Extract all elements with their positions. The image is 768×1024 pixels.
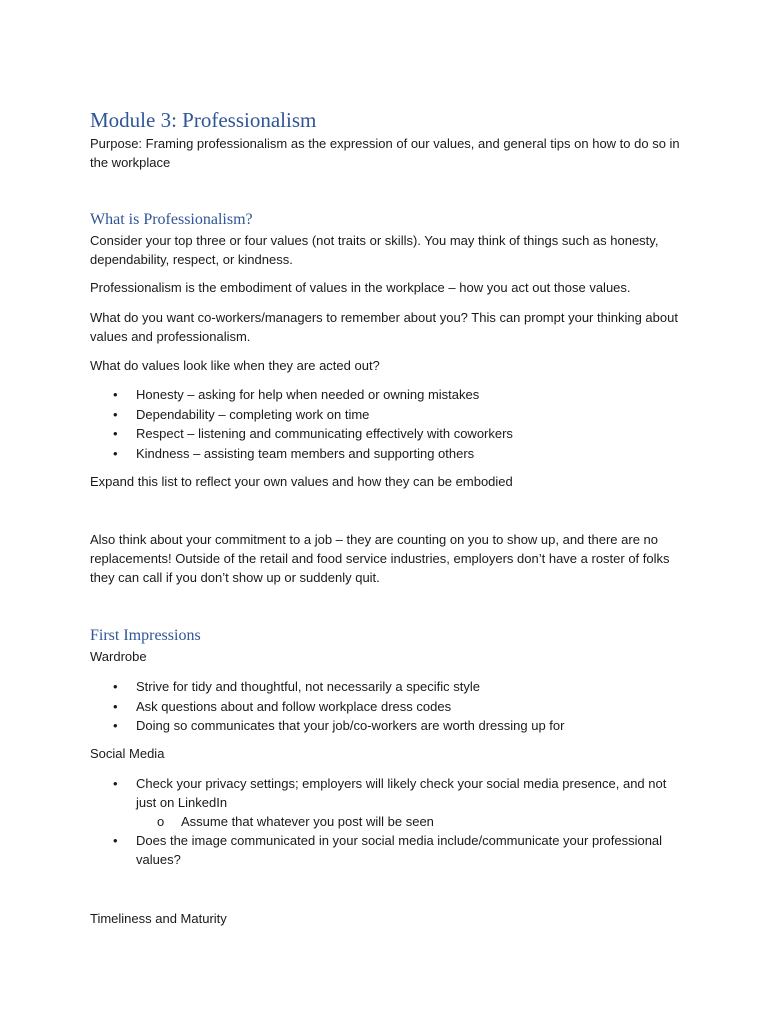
sub-list-item: o Assume that whatever you post will be seen <box>157 814 434 829</box>
wardrobe-label: Wardrobe <box>90 649 147 664</box>
bullet-icon: • <box>113 426 118 441</box>
social-media-bullet-list <box>90 774 680 869</box>
list-item: • Strive for tidy and thoughtful, not necessarily a specific style <box>90 677 680 697</box>
first-impressions-heading: First Impressions <box>90 627 201 644</box>
list-item: • Honesty – asking for help when needed or owning mistakes <box>90 385 680 405</box>
bullet-icon: • <box>113 776 118 791</box>
what-is-p4: What do values look like when they are acted out? <box>90 358 380 373</box>
bullet-icon: • <box>113 833 118 848</box>
bullet-icon: • <box>113 387 118 402</box>
bullet-icon: • <box>113 679 118 694</box>
list-item: • Ask questions about and follow workplace dress codes <box>90 697 680 717</box>
what-is-p1: Consider your top three or four values (not traits or skills). You may think of things such as honesty, dependability, respect, or kindness. <box>90 233 659 267</box>
sub-bullet-icon: o <box>157 814 165 829</box>
what-is-heading: What is Professionalism? <box>90 211 253 228</box>
module-title: Module 3: Professionalism <box>90 108 317 132</box>
wardrobe-bullet-list <box>90 677 680 736</box>
list-item: • Kindness – assisting team members and supporting others <box>90 444 680 464</box>
list-item: • Check your privacy settings; employers will likely check your social media presence, and not just on LinkedIn <box>113 776 667 810</box>
purpose-text: Purpose: Framing professionalism as the expression of our values, and general tips on how to do so in the workplace <box>90 136 680 170</box>
values-bullet-list <box>90 385 680 463</box>
what-is-p2: Professionalism is the embodiment of values in the workplace – how you act out those values. <box>90 280 631 295</box>
what-is-p5: Expand this list to reflect your own values and how they can be embodied <box>90 474 513 489</box>
social-media-label: Social Media <box>90 746 165 761</box>
list-item: • Doing so communicates that your job/co-workers are worth dressing up for <box>90 716 680 736</box>
list-item: • Dependability – completing work on time <box>90 405 680 425</box>
bullet-icon: • <box>113 718 118 733</box>
what-is-p3: What do you want co-workers/managers to remember about you? This can prompt your thinking about values and professionalism. <box>90 310 678 344</box>
what-is-p6: Also think about your commitment to a job – they are counting on you to show up, and there are no replacements! Outside of the retail and food service industries, employers don’t have a roster of folks they can call if you don’t show up or suddenly quit. <box>90 532 670 585</box>
bullet-icon: • <box>113 445 118 461</box>
list-item: • Does the image communicated in your social media include/communicate your professional values? <box>113 833 663 867</box>
bullet-icon: • <box>113 698 118 714</box>
timeliness-label: Timeliness and Maturity <box>90 911 227 926</box>
list-item: • Respect – listening and communicating effectively with coworkers <box>90 424 680 444</box>
document-page <box>90 0 690 1024</box>
bullet-icon: • <box>113 406 118 422</box>
